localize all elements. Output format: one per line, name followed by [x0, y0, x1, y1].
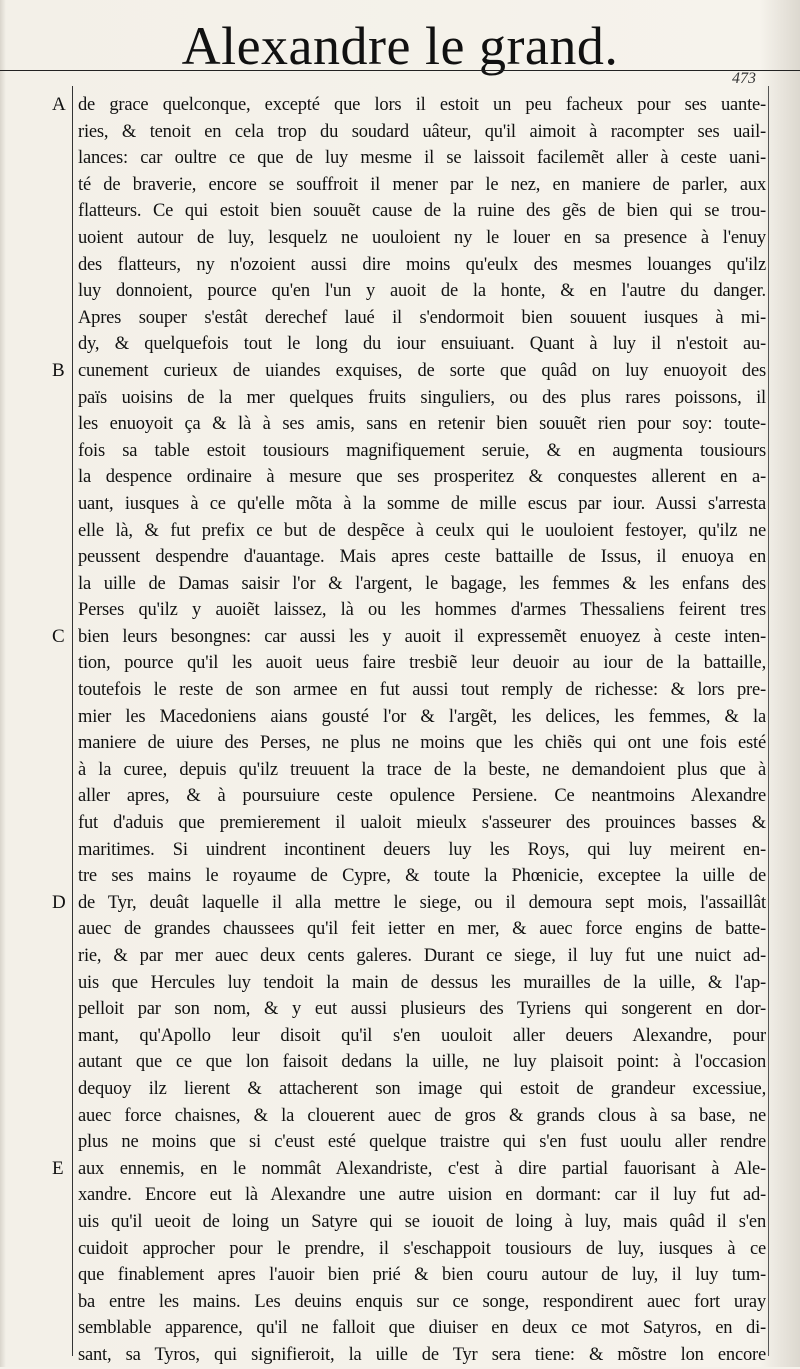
- text-line: xandre. Encore eut là Alexandre une autre uision en dormant: car il luy fut ad-: [78, 1185, 766, 1206]
- text-line: uis que Hercules luy tendoit la main de dessus les murailles de la uille, & l'ap-: [78, 972, 766, 993]
- text-line: aux ennemis, en le nommât Alexandriste, c'est à dire partial fauorisant à Ale-: [78, 1158, 766, 1179]
- text-line: maniere de uiure des Perses, ne plus ne moins que les chiẽs qui ont une fois esté: [78, 733, 766, 754]
- text-line: cuidoit approcher pour le prendre, il s'eschappoit tousiours de luy, iusques à ce: [78, 1238, 766, 1259]
- text-line: que finablement apres l'auoir bien prié & bien couru autour de luy, il luy tum-: [78, 1265, 766, 1286]
- text-line: tion, pource qu'il les auoit ueus faire tresbiẽ leur deuoir au iour de la battaille,: [78, 653, 766, 674]
- text-line: bien leurs besongnes: car aussi les y auoit il expressemẽt enuoyez à ceste inten-: [78, 626, 766, 647]
- text-line: pelloit par son nom, & y eut aussi plusieurs des Tyriens qui songerent en dor-: [78, 999, 766, 1020]
- text-line: auec force chaisnes, & la clouerent auec de gros & grands clous à sa base, ne: [78, 1105, 766, 1126]
- text-line: maritimes. Si uindrent incontinent deuers luy les Roys, qui luy meirent en-: [78, 839, 766, 860]
- text-line: flatteurs. Ce qui estoit bien souuẽt cause de la ruine des gẽs de bien qui se trou-: [78, 201, 766, 222]
- margin-letter: B: [52, 360, 65, 381]
- text-line: sant, sa Tyros, qui signifieroit, la uille de Tyr sera tiene: & mõstre lon encore: [78, 1344, 766, 1365]
- text-line: peussent despendre d'auantage. Mais apres ceste battaille de Issus, il enuoya en: [78, 547, 766, 568]
- text-line: uoient autour de luy, lesquelz ne uouloient ny le louer en sa presence à l'enuy: [78, 227, 766, 248]
- text-line: tre ses mains le royaume de Cypre, & toute la Phœnicie, exceptee la uille de: [78, 866, 766, 887]
- text-line: la uille de Damas saisir l'or & l'argent, le bagage, les femmes & les enfans des: [78, 573, 766, 594]
- text-line: Perses qu'ilz y auoiẽt laissez, là ou les hommes d'armes Thessaliens feirent tres: [78, 600, 766, 621]
- text-line: païs uoisins de la mer quelques fruits singuliers, ou des plus rares poissons, il: [78, 387, 766, 408]
- margin-letter: D: [52, 892, 66, 913]
- text-line: dequoy ilz lierent & attacherent son image qui estoit de grandeur excessiue,: [78, 1078, 766, 1099]
- text-line: les enuoyoit ça & là à ses amis, sans en retenir bien souuẽt rien pour soy: toute-: [78, 414, 766, 435]
- text-line: cunement curieux de uiandes exquises, de sorte que quâd on luy enuoyoit des: [78, 360, 766, 381]
- text-line: dy, & quelquefois tout le long du iour ensuiuant. Quant à luy il n'estoit au-: [78, 334, 766, 355]
- text-line: uis qu'il ueoit de loing un Satyre qui se iouoit de loing à luy, mais quâd il s'en: [78, 1211, 766, 1232]
- text-line: Apres souper s'estât derechef laué il s'endormoit bien souuent iusques à mi-: [78, 307, 766, 328]
- text-line: rie, & par mer auec deux cents galeres. Durant ce siege, il luy fut une nuict ad-: [78, 946, 766, 966]
- left-margin-rule: [72, 86, 73, 1356]
- folio-number: 473: [732, 70, 756, 87]
- text-line: mant, qu'Apollo leur disoit qu'il s'en uouloit aller deuers Alexandre, pour: [78, 1025, 766, 1046]
- text-line: té de braverie, encore se souffroit il mener par le nez, en maniere de parler, aux: [78, 174, 766, 195]
- text-line: uant, iusques à ce qu'elle mõta à la somme de mille escus par iour. Aussi s'arresta: [78, 493, 766, 514]
- text-line: de grace quelconque, excepté que lors il estoit un peu facheux pour ses uante-: [78, 95, 766, 115]
- text-line: plus ne moins que si c'eust esté quelque traistre qui s'en fust uoulu aller rendre: [78, 1132, 766, 1153]
- text-line: la despence ordinaire à mesure que ses prosperitez & conquestes allerent en a-: [78, 467, 766, 488]
- text-line: autant que ce que lon faisoit dedans la uille, ne luy plaisoit point: à l'occasion: [78, 1052, 766, 1073]
- text-line: auec de grandes chaussees qu'il feit ietter en mer, & auec force engins de batte-: [78, 919, 766, 940]
- text-line: de Tyr, deuât laquelle il alla mettre le siege, ou il demoura sept mois, l'assaillât: [78, 892, 766, 913]
- header-rule: [0, 70, 800, 71]
- text-line: des flatteurs, ny n'ozoient aussi dire moins qu'eulx des mesmes louanges qu'ilz: [78, 254, 766, 275]
- margin-letter: E: [52, 1158, 64, 1179]
- body-text: [78, 92, 766, 1369]
- text-line: ba entre les mains. Les deuins enquis sur ce songe, respondirent auec fort uray: [78, 1291, 766, 1312]
- text-line: fois sa table estoit tousiours magnifiquement seruie, & en augmenta tousiours: [78, 440, 766, 461]
- right-margin-rule: [768, 86, 769, 1356]
- text-line: luy donnoient, pource qu'en l'un y auoit de la honte, & en l'autre du danger.: [78, 281, 766, 302]
- text-line: toutefois le reste de son armee en fut aussi tout remply de richesse: & lors pre-: [78, 680, 766, 701]
- margin-letter: C: [52, 626, 65, 647]
- running-head: Alexandre le grand.: [181, 16, 619, 76]
- text-line: semblable apparence, qu'il ne falloit que diuiser en deux ce mot Satyros, en di-: [78, 1318, 766, 1339]
- text-line: aller apres, & à poursuiure ceste opulence Persiene. Ce neantmoins Alexandre: [78, 786, 766, 807]
- margin-letter: A: [52, 94, 66, 115]
- text-line: à la curee, depuis qu'ilz treuuent la trace de la beste, ne demandoient plus que à: [78, 759, 766, 780]
- text-line: ries, & tenoit en cela trop du soudard uâteur, qu'il aimoit à racompter ses uail-: [78, 121, 766, 142]
- text-line: elle là, & fut prefix ce but de despẽce à ceulx qui le uouloient festoyer, qu'ilz ne: [78, 520, 766, 541]
- text-line: lances: car oultre ce que de luy mesme il se laissoit facilemẽt aller à ceste uani-: [78, 148, 766, 169]
- text-line: fut d'aduis que premierement il ualoit mieulx s'asseurer des prouinces basses &: [78, 813, 766, 834]
- text-line: mier les Macedoniens aians gousté l'or & l'argẽt, les delices, les femmes, & la: [78, 706, 766, 727]
